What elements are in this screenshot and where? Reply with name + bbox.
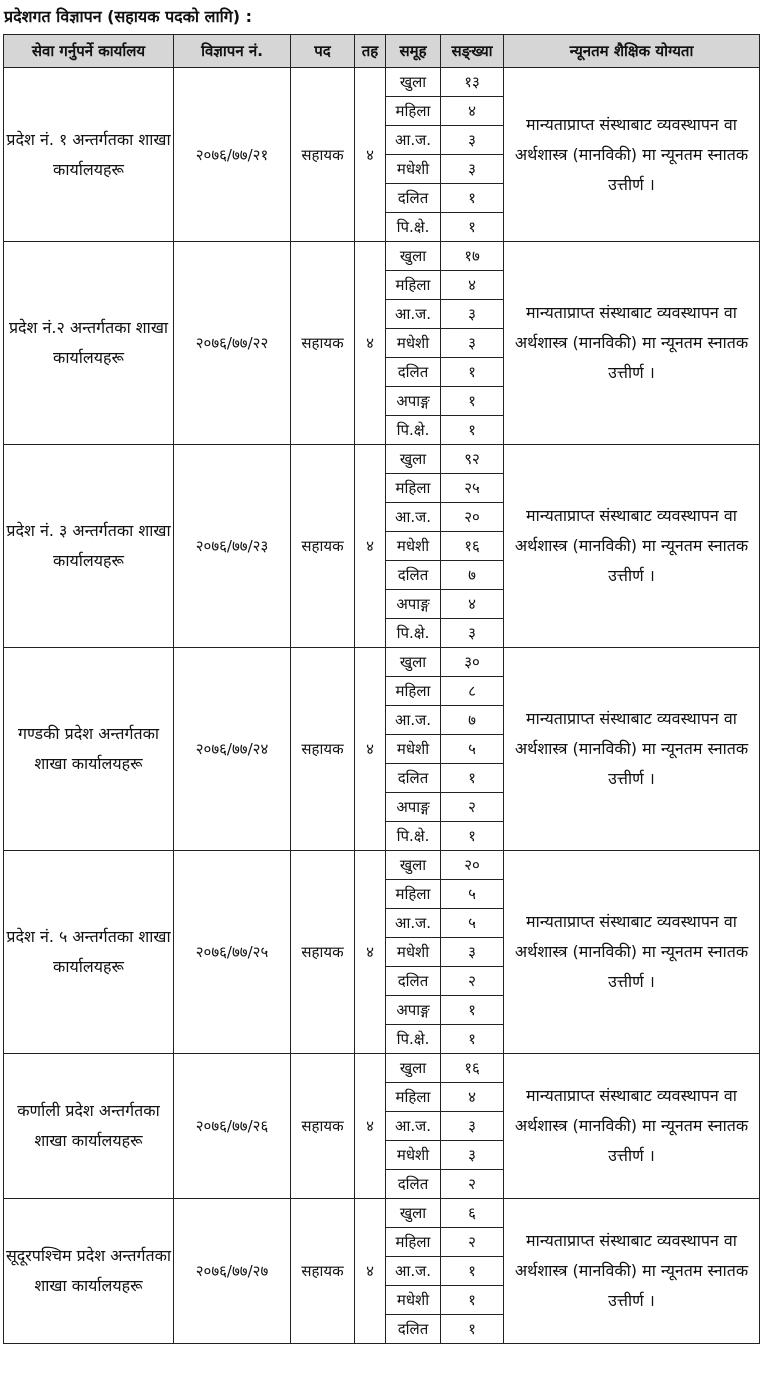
count-cell: ३ [441,126,504,155]
level-cell: ४ [355,1199,386,1344]
post-cell: सहायक [291,445,355,648]
group-cell: पि.क्षे. [386,619,441,648]
group-cell: खुला [386,1199,441,1228]
table-row [4,445,760,474]
group-cell: महिला [386,1228,441,1257]
count-cell: ३ [441,938,504,967]
group-cell: पि.क्षे. [386,416,441,445]
group-cell: अपाङ्ग [386,793,441,822]
count-cell: १ [441,213,504,242]
group-cell: खुला [386,851,441,880]
group-cell: आ.ज. [386,706,441,735]
group-cell: मधेशी [386,938,441,967]
table-row [4,1054,760,1083]
count-cell: १३ [441,68,504,97]
count-cell: १ [441,416,504,445]
header-level: तह [355,35,386,68]
group-cell: आ.ज. [386,1112,441,1141]
qualification-cell: मान्यताप्राप्त संस्थाबाट व्यवस्थापन वा अर्थशास्त्र (मानविकी) मा न्यूनतम स्नातक उत्तीर्ण । [504,445,760,648]
count-cell: १ [441,1286,504,1315]
count-cell: ८ [441,677,504,706]
group-cell: मधेशी [386,1141,441,1170]
qualification-cell: मान्यताप्राप्त संस्थाबाट व्यवस्थापन वा अर्थशास्त्र (मानविकी) मा न्यूनतम स्नातक उत्तीर्ण । [504,1054,760,1199]
office-cell: प्रदेश नं. ३ अन्तर्गतका शाखा कार्यालयहरू [4,445,174,648]
count-cell: ५ [441,735,504,764]
group-cell: मधेशी [386,329,441,358]
group-cell: दलित [386,561,441,590]
group-cell: मधेशी [386,1286,441,1315]
table-body [4,68,760,1344]
office-cell: गण्डकी प्रदेश अन्तर्गतका शाखा कार्यालयहरू [4,648,174,851]
advertisement-number-cell: २०७६/७७/२५ [174,851,291,1054]
qualification-cell: मान्यताप्राप्त संस्थाबाट व्यवस्थापन वा अर्थशास्त्र (मानविकी) मा न्यूनतम स्नातक उत्तीर्ण । [504,851,760,1054]
table-header-row [4,35,760,68]
table-row [4,242,760,271]
group-cell: दलित [386,764,441,793]
count-cell: ५ [441,909,504,938]
count-cell: ३ [441,329,504,358]
group-cell: मधेशी [386,532,441,561]
office-cell: प्रदेश नं.२ अन्तर्गतका शाखा कार्यालयहरू [4,242,174,445]
table-row [4,68,760,97]
count-cell: ३ [441,155,504,184]
count-cell: १ [441,764,504,793]
count-cell: ४ [441,1083,504,1112]
group-cell: महिला [386,677,441,706]
advertisement-number-cell: २०७६/७७/२६ [174,1054,291,1199]
office-cell: प्रदेश नं. १ अन्तर्गतका शाखा कार्यालयहरू [4,68,174,242]
count-cell: १ [441,822,504,851]
group-cell: आ.ज. [386,503,441,532]
group-cell: पि.क्षे. [386,822,441,851]
count-cell: २ [441,1228,504,1257]
count-cell: ३० [441,648,504,677]
vacancy-table [3,34,760,1344]
group-cell: आ.ज. [386,126,441,155]
group-cell: पि.क्षे. [386,1025,441,1054]
qualification-cell: मान्यताप्राप्त संस्थाबाट व्यवस्थापन वा अर्थशास्त्र (मानविकी) मा न्यूनतम स्नातक उत्तीर्ण । [504,68,760,242]
group-cell: अपाङ्ग [386,590,441,619]
group-cell: खुला [386,242,441,271]
count-cell: १६ [441,1054,504,1083]
count-cell: ५ [441,880,504,909]
group-cell: आ.ज. [386,909,441,938]
office-cell: कर्णाली प्रदेश अन्तर्गतका शाखा कार्यालयहरू [4,1054,174,1199]
advertisement-number-cell: २०७६/७७/२४ [174,648,291,851]
advertisement-number-cell: २०७६/७७/२७ [174,1199,291,1344]
level-cell: ४ [355,242,386,445]
group-cell: महिला [386,474,441,503]
level-cell: ४ [355,851,386,1054]
office-cell: प्रदेश नं. ५ अन्तर्गतका शाखा कार्यालयहरू [4,851,174,1054]
post-cell: सहायक [291,851,355,1054]
post-cell: सहायक [291,648,355,851]
count-cell: ३ [441,300,504,329]
post-cell: सहायक [291,1054,355,1199]
group-cell: मधेशी [386,735,441,764]
header-count: सङ्ख्या [441,35,504,68]
table-row [4,648,760,677]
level-cell: ४ [355,1054,386,1199]
count-cell: ९२ [441,445,504,474]
level-cell: ४ [355,648,386,851]
group-cell: दलित [386,358,441,387]
level-cell: ४ [355,68,386,242]
group-cell: अपाङ्ग [386,387,441,416]
group-cell: खुला [386,1054,441,1083]
group-cell: दलित [386,1170,441,1199]
group-cell: अपाङ्ग [386,996,441,1025]
group-cell: पि.क्षे. [386,213,441,242]
count-cell: १ [441,358,504,387]
count-cell: १ [441,1025,504,1054]
group-cell: मधेशी [386,155,441,184]
header-qualification: न्यूनतम शैक्षिक योग्यता [504,35,760,68]
group-cell: दलित [386,1315,441,1344]
group-cell: आ.ज. [386,300,441,329]
count-cell: २ [441,1170,504,1199]
header-adv-no: विज्ञापन नं. [174,35,291,68]
qualification-cell: मान्यताप्राप्त संस्थाबाट व्यवस्थापन वा अर्थशास्त्र (मानविकी) मा न्यूनतम स्नातक उत्तीर्ण । [504,242,760,445]
count-cell: १७ [441,242,504,271]
count-cell: ४ [441,590,504,619]
count-cell: ६ [441,1199,504,1228]
office-cell: सूदूरपश्चिम प्रदेश अन्तर्गतका शाखा कार्यालयहरू [4,1199,174,1344]
table-row [4,851,760,880]
count-cell: ४ [441,271,504,300]
count-cell: २० [441,851,504,880]
count-cell: २५ [441,474,504,503]
group-cell: दलित [386,184,441,213]
count-cell: १ [441,387,504,416]
count-cell: ७ [441,706,504,735]
count-cell: ४ [441,97,504,126]
advertisement-number-cell: २०७६/७७/२२ [174,242,291,445]
count-cell: १ [441,1257,504,1286]
qualification-cell: मान्यताप्राप्त संस्थाबाट व्यवस्थापन वा अर्थशास्त्र (मानविकी) मा न्यूनतम स्नातक उत्तीर्ण । [504,648,760,851]
group-cell: महिला [386,880,441,909]
advertisement-number-cell: २०७६/७७/२१ [174,68,291,242]
count-cell: ३ [441,1112,504,1141]
count-cell: ३ [441,1141,504,1170]
count-cell: २ [441,967,504,996]
advertisement-number-cell: २०७६/७७/२३ [174,445,291,648]
count-cell: १ [441,1315,504,1344]
group-cell: महिला [386,97,441,126]
post-cell: सहायक [291,68,355,242]
group-cell: महिला [386,271,441,300]
group-cell: महिला [386,1083,441,1112]
count-cell: ७ [441,561,504,590]
qualification-cell: मान्यताप्राप्त संस्थाबाट व्यवस्थापन वा अर्थशास्त्र (मानविकी) मा न्यूनतम स्नातक उत्तीर्ण । [504,1199,760,1344]
post-cell: सहायक [291,242,355,445]
group-cell: दलित [386,967,441,996]
page-title: प्रदेशगत विज्ञापन (सहायक पदको लागि) : [4,7,253,26]
group-cell: खुला [386,445,441,474]
level-cell: ४ [355,445,386,648]
group-cell: खुला [386,68,441,97]
count-cell: १ [441,184,504,213]
count-cell: १ [441,996,504,1025]
count-cell: १६ [441,532,504,561]
group-cell: आ.ज. [386,1257,441,1286]
group-cell: खुला [386,648,441,677]
header-office: सेवा गर्नुपर्ने कार्यालय [4,35,174,68]
header-post: पद [291,35,355,68]
count-cell: ३ [441,619,504,648]
table-row [4,1199,760,1228]
header-group: समूह [386,35,441,68]
post-cell: सहायक [291,1199,355,1344]
count-cell: २० [441,503,504,532]
count-cell: २ [441,793,504,822]
